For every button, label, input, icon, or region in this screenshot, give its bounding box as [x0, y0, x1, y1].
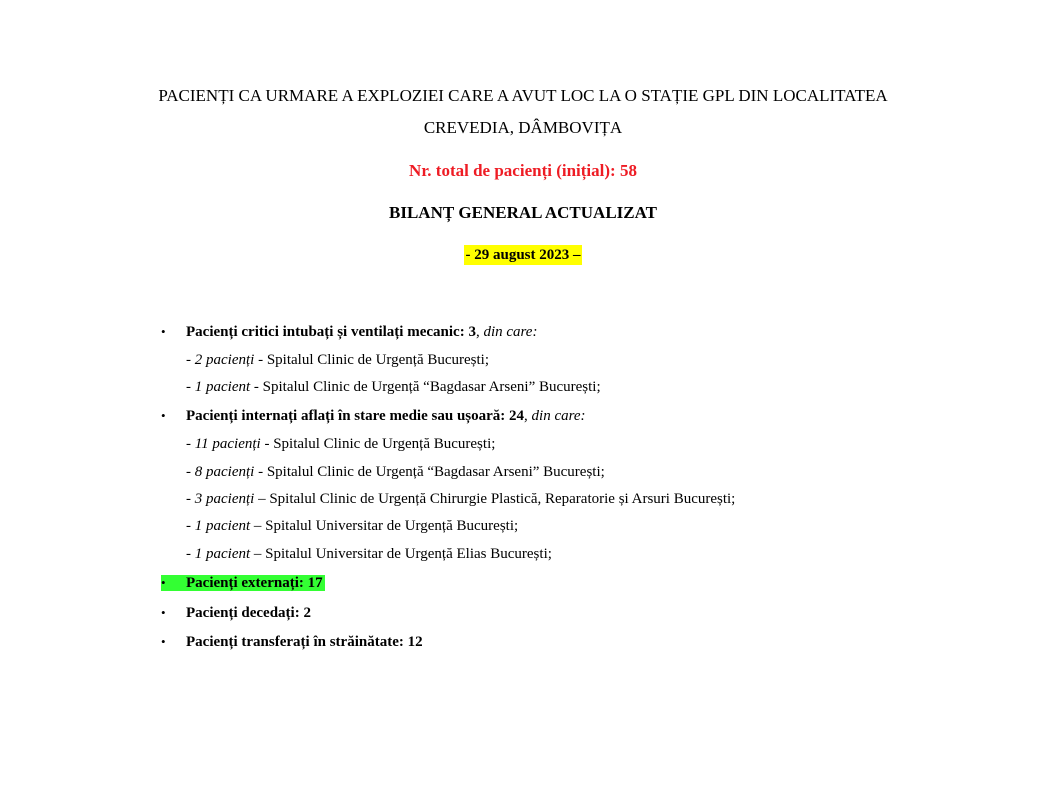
critical-label: Pacienți critici intubați și ventilați mecanic: 3	[186, 324, 476, 340]
bullet-icon: •	[161, 634, 166, 649]
list-item-discharged	[161, 573, 325, 593]
sub-item-count: 11 pacienți	[194, 436, 261, 452]
sub-item-count: 8 pacienți	[194, 464, 255, 480]
sub-item-dash: -	[186, 464, 195, 480]
list-item-hospitalized	[161, 406, 586, 426]
sub-item-text: – Spitalul Clinic de Urgență Chirurgie Plastică, Reparatorie și Arsuri București;	[254, 491, 736, 507]
sub-list-item	[186, 377, 601, 397]
report-date: - 29 august 2023 –	[465, 247, 581, 263]
sub-item-count: 2 pacienți	[194, 352, 255, 368]
sub-item-text: - Spitalul Clinic de Urgență “Bagdasar Arseni” București;	[254, 464, 605, 480]
sub-item-text: – Spitalul Universitar de Urgență Elias București;	[250, 546, 552, 562]
sub-item-count: 1 pacient	[194, 518, 251, 534]
sub-item-count: 3 pacienți	[194, 491, 255, 507]
sub-item-dash: -	[186, 546, 195, 562]
sub-item-text: - Spitalul Clinic de Urgență București;	[260, 436, 496, 452]
transferred-label: Pacienți transferați în străinătate: 12	[186, 634, 423, 650]
hospitalized-din-care: din care:	[531, 408, 586, 424]
bullet-icon: •	[161, 575, 166, 590]
report-title: BILANȚ GENERAL ACTUALIZAT	[389, 203, 657, 222]
sub-item-dash: -	[186, 518, 195, 534]
bullet-icon: •	[161, 605, 166, 620]
discharged-label: Pacienți externați: 17	[186, 575, 323, 591]
hospitalized-suffix: ,	[524, 408, 532, 424]
sub-list-item	[186, 516, 518, 536]
discharged-highlight	[161, 575, 325, 591]
sub-item-dash: -	[186, 436, 195, 452]
sub-list-item	[186, 544, 552, 564]
sub-item-dash: -	[186, 352, 195, 368]
total-patients: Nr. total de pacienți (inițial): 58	[409, 161, 637, 180]
title-line-1: PACIENȚI CA URMARE A EXPLOZIEI CARE A AVUT LOC LA O STAȚIE GPL DIN LOCALITATEA	[158, 86, 888, 105]
list-item-transferred	[161, 632, 423, 652]
critical-suffix: ,	[475, 324, 484, 340]
sub-item-dash: -	[186, 491, 195, 507]
hospitalized-label: Pacienți internați aflați în stare medie sau ușoară: 24	[186, 408, 525, 424]
list-item-deceased	[161, 603, 311, 623]
sub-item-count: 1 pacient	[194, 546, 251, 562]
bullet-icon: •	[161, 408, 166, 423]
deceased-label: Pacienți decedați: 2	[186, 605, 311, 621]
sub-list-item	[186, 434, 495, 454]
bullet-icon: •	[161, 324, 166, 339]
sub-item-count: 1 pacient	[194, 379, 251, 395]
sub-item-text: - Spitalul Clinic de Urgență “Bagdasar Arseni” București;	[250, 379, 601, 395]
sub-item-dash: -	[186, 379, 195, 395]
sub-item-text: - Spitalul Clinic de Urgență București;	[254, 352, 490, 368]
critical-din-care: din care:	[483, 324, 538, 340]
sub-list-item	[186, 489, 735, 509]
sub-list-item	[186, 350, 489, 370]
sub-list-item	[186, 462, 605, 482]
list-item-critical	[161, 322, 537, 342]
sub-item-text: – Spitalul Universitar de Urgență București;	[250, 518, 519, 534]
title-line-2: CREVEDIA, DÂMBOVIȚA	[423, 118, 623, 137]
date-wrapper	[0, 245, 1046, 265]
